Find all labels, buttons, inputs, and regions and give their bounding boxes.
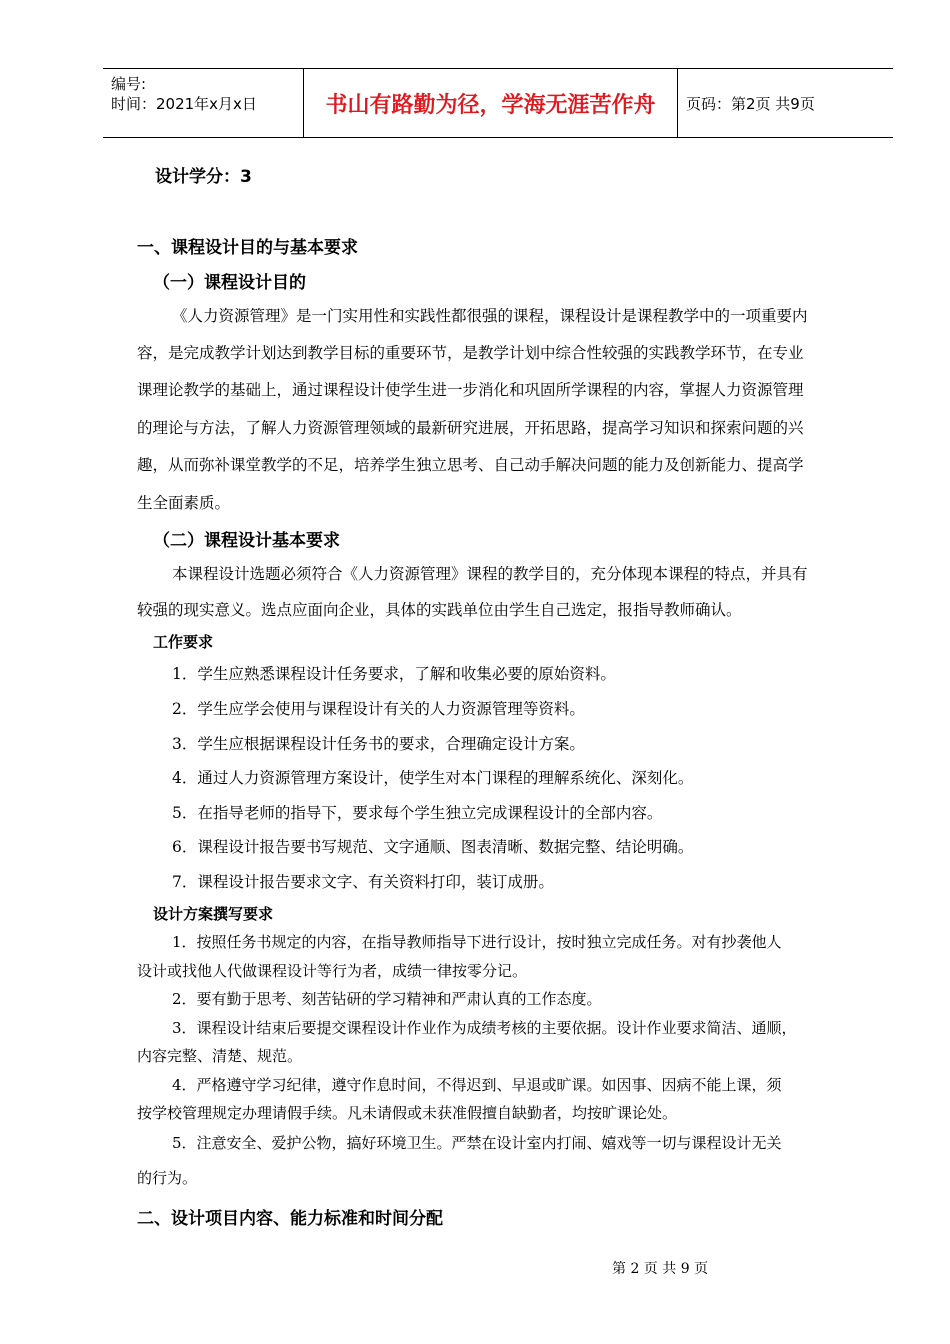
paragraph-line: 《人力资源管理》是一门实用性和实践性都很强的课程，课程设计是课程教学中的一项重要内	[172, 307, 808, 325]
paragraph-line: 容，是完成教学计划达到教学目标的重要环节，是教学计划中综合性较强的实践教学环节，在专业	[137, 344, 804, 362]
list-item: 4．通过人力资源管理方案设计，使学生对本门课程的理解系统化、深刻化。	[172, 769, 694, 787]
header-page-label: 页码：第2页 共9页	[686, 95, 815, 113]
list-item: 2．学生应学会使用与课程设计有关的人力资源管理等资料。	[172, 700, 585, 718]
date-label: 时间：2021年x月x日	[111, 95, 257, 113]
section1-title: 一、课程设计目的与基本要求	[137, 238, 358, 258]
list-line: 的行为。	[137, 1169, 198, 1187]
list-item: 7．课程设计报告要求文字、有关资料打印，装订成册。	[172, 873, 554, 891]
list-item: 5．在指导老师的指导下，要求每个学生独立完成课程设计的全部内容。	[172, 804, 663, 822]
code-label: 编号:	[111, 75, 147, 93]
paragraph-line: 课理论教学的基础上，通过课程设计使学生进一步消化和巩固所学课程的内容，掌握人力资源管理	[137, 381, 804, 399]
paragraph-line: 趣，从而弥补课堂教学的不足，培养学生独立思考、自己动手解决问题的能力及创新能力、提高学	[137, 456, 804, 474]
paragraph-line: 较强的现实意义。选点应面向企业，具体的实践单位由学生自己选定，报指导教师确认。	[137, 601, 742, 619]
list-line: 按学校管理规定办理请假手续。凡未请假或未获准假擅自缺勤者，均按旷课论处。	[137, 1104, 678, 1122]
paragraph-line: 本课程设计选题必须符合《人力资源管理》课程的教学目的，充分体现本课程的特点，并具有	[172, 565, 808, 583]
sub2-title: （二）课程设计基本要求	[153, 531, 340, 551]
list-line: 3．课程设计结束后要提交课程设计作业作为成绩考核的主要依据。设计作业要求简洁、通顺，	[172, 1019, 797, 1037]
header-meta	[103, 69, 304, 137]
work-title: 工作要求	[153, 633, 214, 651]
list-line: 2．要有勤于思考、刻苦钻研的学习精神和严肃认真的工作态度。	[172, 990, 602, 1008]
list-line: 4．严格遵守学习纪律，遵守作息时间，不得迟到、早退或旷课。如因事、因病不能上课，须	[172, 1076, 782, 1094]
plan-title: 设计方案撰写要求	[153, 905, 274, 923]
list-line: 5．注意安全、爱护公物，搞好环境卫生。严禁在设计室内打闹、嬉戏等一切与课程设计无关	[172, 1134, 782, 1152]
list-line: 内容完整、清楚、规范。	[137, 1047, 303, 1065]
list-item: 6．课程设计报告要书写规范、文字通顺、图表清晰、数据完整、结论明确。	[172, 838, 694, 856]
page-header	[103, 68, 893, 138]
list-line: 设计或找他人代做课程设计等行为者，成绩一律按零分记。	[137, 962, 528, 980]
paragraph-line: 生全面素质。	[137, 494, 231, 512]
credits: 设计学分：3	[155, 167, 252, 187]
list-item: 1．学生应熟悉课程设计任务要求，了解和收集必要的原始资料。	[172, 665, 616, 683]
sub1-title: （一）课程设计目的	[153, 273, 306, 293]
section2-title: 二、设计项目内容、能力标准和时间分配	[137, 1209, 443, 1229]
page-footer: 第 2 页 共 9 页	[612, 1261, 709, 1277]
list-item: 3．学生应根据课程设计任务书的要求，合理确定设计方案。	[172, 735, 585, 753]
list-line: 1．按照任务书规定的内容，在指导教师指导下进行设计，按时独立完成任务。对有抄袭他人	[172, 933, 782, 951]
header-motto: 书山有路勤为径，学海无涯苦作舟	[304, 69, 678, 137]
paragraph-line: 的理论与方法，了解人力资源管理领域的最新研究进展，开拓思路，提高学习知识和探索问题的兴	[137, 419, 804, 437]
